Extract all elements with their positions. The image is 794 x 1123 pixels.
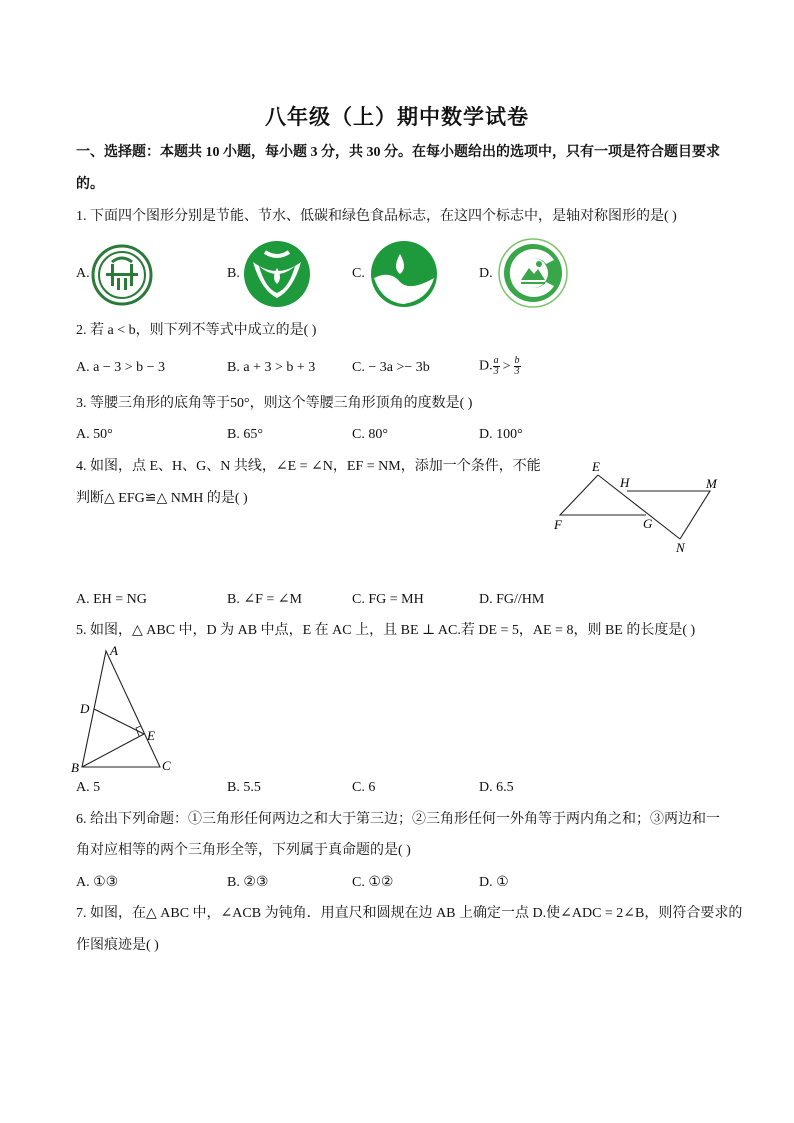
q2-stem: 2. 若 a < b，则下列不等式中成立的是( ) (76, 323, 317, 338)
triangle-abc (82, 651, 160, 767)
point-m-label: M (706, 476, 717, 491)
q3-option-c: C. 80° (352, 427, 388, 442)
point-f-label: F (554, 517, 562, 532)
line-en (598, 475, 680, 539)
section-heading-line2: 的。 (76, 177, 104, 192)
q1-option-b: B. (227, 266, 240, 281)
segment-be (82, 734, 144, 767)
q5-option-d: D. 6.5 (479, 780, 514, 795)
q6-option-d: D. ① (479, 875, 509, 890)
page-title: 八年级（上）期中数学试卷 (265, 104, 529, 129)
q1-stem: 1. 下面四个图形分别是节能、节水、低碳和绿色食品标志，在这四个标志中，是轴对称图形的是( ) (76, 209, 677, 224)
water-saving-logo (243, 240, 311, 308)
point-d-label: D (80, 701, 90, 716)
green-food-logo (498, 238, 568, 308)
q4-stem-line1: 4. 如图，点 E、H、G、N 共线，∠E = ∠N，EF = NM，添加一个条件，不能 (76, 459, 541, 474)
point-b-label: B (71, 760, 79, 775)
q5-option-b: B. 5.5 (227, 780, 261, 795)
q7-stem-line1: 7. 如图，在△ ABC 中，∠ACB 为钝角．用直尺和圆规在边 AB 上确定一点 D.使∠ADC = 2∠B，则符合要求的 (76, 906, 743, 921)
q1-option-a: A. (76, 266, 90, 281)
point-c-label: C (162, 758, 171, 773)
q2-option-a: A. a − 3 > b − 3 (76, 360, 166, 375)
q2-option-c: C. − 3a >− 3b (352, 360, 430, 375)
q3-option-d: D. 100° (479, 427, 523, 442)
q5-stem: 5. 如图，△ ABC 中，D 为 AB 中点，E 在 AC 上，且 BE ⊥ AC.若 DE = 5，AE = 8，则 BE 的长度是( ) (76, 623, 696, 638)
fraction-denominator: 3 (514, 366, 520, 377)
q3-stem: 3. 等腰三角形的底角等于50°，则这个等腰三角形顶角的度数是( ) (76, 396, 473, 411)
point-g-label: G (643, 516, 653, 531)
q6-stem-line1: 6. 给出下列命题：①三角形任何两边之和大于第三边；②三角形任何一外角等于两内角之和；③两边和一 (76, 812, 720, 827)
q5-figure (68, 643, 188, 777)
point-n-label: N (676, 540, 685, 555)
q5-option-a: A. 5 (76, 780, 101, 795)
low-carbon-logo (370, 240, 438, 308)
q4-option-b: B. ∠F = ∠M (227, 592, 302, 607)
q3-option-b: B. 65° (227, 427, 263, 442)
q1-option-d: D. (479, 266, 493, 281)
q2-option-d-label: D. (479, 358, 493, 374)
q2-option-d-fraction-right (514, 356, 521, 377)
fraction-denominator: 3 (493, 366, 499, 377)
fraction-numerator: a (493, 355, 499, 366)
q6-option-a: A. ①③ (76, 875, 119, 890)
q2-option-d-operator: > (502, 358, 511, 374)
q2-option-d-fraction-left (493, 356, 500, 377)
point-e-label: E (592, 459, 600, 474)
point-h-label: H (620, 475, 630, 490)
q6-stem-line2: 角对应相等的两个三角形全等，下列属于真命题的是( ) (76, 843, 411, 858)
q2-option-b: B. a + 3 > b + 3 (227, 360, 316, 375)
point-a-label: A (110, 643, 118, 658)
point-e-label: E (147, 728, 155, 743)
q3-option-a: A. 50° (76, 427, 113, 442)
q2-option-d (479, 356, 521, 377)
q4-stem-line2: 判断△ EFG≌△ NMH 的是( ) (76, 491, 248, 506)
q1-option-c: C. (352, 266, 365, 281)
q7-stem-line2: 作图痕迹是( ) (76, 938, 159, 953)
q6-option-c: C. ①② (352, 875, 394, 890)
q4-figure (548, 455, 728, 555)
q4-option-c: C. FG = MH (352, 592, 424, 607)
fraction-numerator: b (514, 355, 520, 366)
q6-option-b: B. ②③ (227, 875, 269, 890)
triangle-efg (560, 475, 646, 515)
q4-option-d: D. FG//HM (479, 592, 545, 607)
q4-option-a: A. EH = NG (76, 592, 147, 607)
q5-option-c: C. 6 (352, 780, 376, 795)
section-heading-line1: 一、选择题：本题共 10 小题，每小题 3 分，共 30 分。在每小题给出的选项中，只有一项是符合题目要求 (76, 145, 720, 160)
energy-saving-logo (91, 244, 153, 306)
